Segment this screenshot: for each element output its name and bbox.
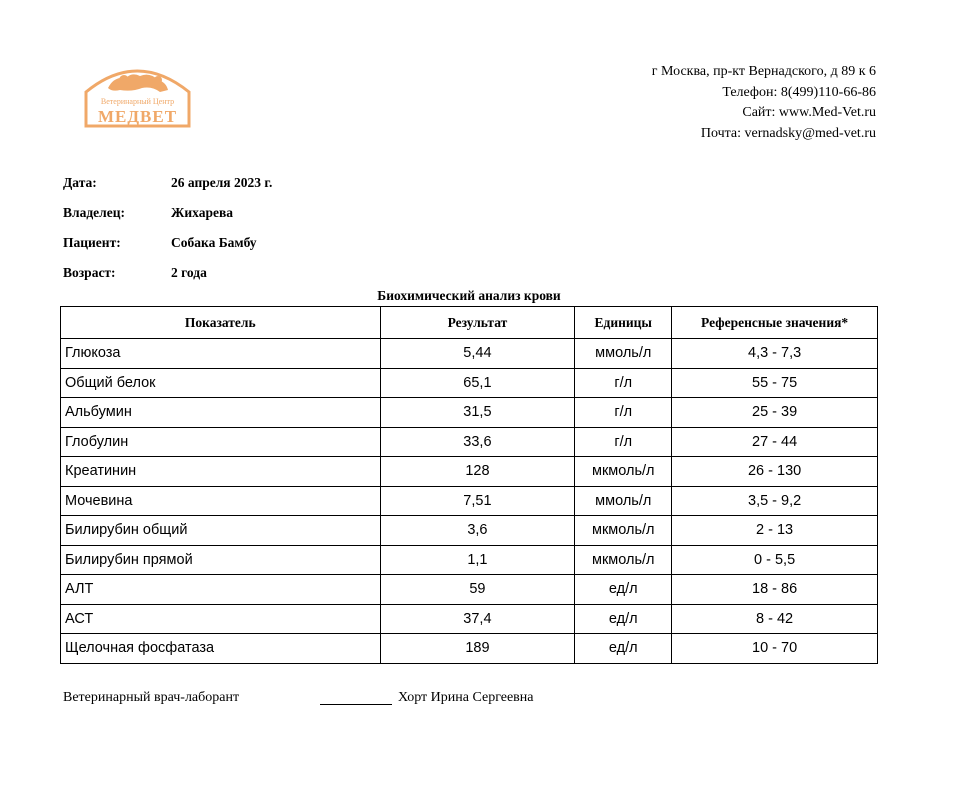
cell-result: 33,6: [380, 427, 575, 457]
patient-info: [63, 168, 272, 288]
cell-units: ммоль/л: [575, 486, 672, 516]
header-units: Единицы: [575, 307, 672, 339]
header-parameter: Показатель: [61, 307, 381, 339]
table-row: [61, 575, 878, 605]
cell-result: 128: [380, 457, 575, 487]
table-row: [61, 634, 878, 664]
patient-label: Пациент:: [63, 235, 121, 250]
cell-parameter: Креатинин: [61, 457, 381, 487]
signature-name: Хорт Ирина Сергеевна: [398, 690, 534, 705]
signature-block: [63, 690, 534, 706]
cell-units: ед/л: [575, 634, 672, 664]
cell-parameter: Билирубин общий: [61, 516, 381, 546]
cell-parameter: Щелочная фосфатаза: [61, 634, 381, 664]
clinic-email: Почта: vernadsky@med-vet.ru: [700, 125, 876, 141]
cell-result: 5,44: [380, 339, 575, 369]
cell-units: ммоль/л: [575, 339, 672, 369]
cell-result: 1,1: [380, 545, 575, 575]
signature-line: [320, 690, 392, 705]
owner-value: Жихарева: [171, 205, 233, 220]
age-label: Возраст:: [63, 265, 116, 280]
table-row: [61, 398, 878, 428]
cell-reference: 10 - 70: [672, 634, 878, 664]
cell-units: ед/л: [575, 575, 672, 605]
clinic-address: г Москва, пр-кт Вернадского, д 89 к 6: [651, 64, 876, 79]
cell-reference: 8 - 42: [672, 604, 878, 634]
cell-reference: 0 - 5,5: [672, 545, 878, 575]
cell-units: г/л: [575, 398, 672, 428]
header-reference: Референсные значения*: [672, 307, 878, 339]
cell-parameter: Общий белок: [61, 368, 381, 398]
clinic-site: Сайт: www.Med-Vet.ru: [742, 105, 876, 120]
cell-reference: 55 - 75: [672, 368, 878, 398]
results-table: [60, 306, 878, 664]
signature-role: Ветеринарный врач-лаборант: [63, 690, 240, 705]
cell-reference: 18 - 86: [672, 575, 878, 605]
table-row: [61, 545, 878, 575]
cell-result: 31,5: [380, 398, 575, 428]
logo-small-text: Ветеринарный Центр: [100, 97, 175, 106]
clinic-contacts: [652, 62, 876, 144]
cell-parameter: Альбумин: [61, 398, 381, 428]
logo-big-text: МЕДВЕТ: [97, 107, 178, 126]
date-label: Дата:: [63, 175, 97, 190]
owner-label: Владелец:: [63, 205, 125, 220]
cell-result: 65,1: [380, 368, 575, 398]
cell-result: 7,51: [380, 486, 575, 516]
table-title: Биохимический анализ крови: [377, 288, 561, 303]
clinic-logo-emblem: [80, 58, 195, 130]
patient-row: [63, 228, 272, 258]
table-row: [61, 486, 878, 516]
cell-parameter: Глюкоза: [61, 339, 381, 369]
cell-reference: 27 - 44: [672, 427, 878, 457]
table-row: [61, 604, 878, 634]
clinic-logo: [80, 58, 195, 130]
table-row: [61, 427, 878, 457]
date-value: 26 апреля 2023 г.: [171, 175, 273, 190]
table-row: [61, 368, 878, 398]
cell-parameter: Глобулин: [61, 427, 381, 457]
cell-reference: 4,3 - 7,3: [672, 339, 878, 369]
cell-result: 59: [380, 575, 575, 605]
cell-result: 3,6: [380, 516, 575, 546]
cell-units: мкмоль/л: [575, 545, 672, 575]
table-row: [61, 339, 878, 369]
age-row: [63, 258, 272, 288]
owner-row: [63, 198, 272, 228]
patient-value: Собака Бамбу: [171, 235, 257, 250]
cell-parameter: Билирубин прямой: [61, 545, 381, 575]
table-row: [61, 516, 878, 546]
table-row: [61, 457, 878, 487]
cell-units: мкмоль/л: [575, 457, 672, 487]
cell-parameter: Мочевина: [61, 486, 381, 516]
date-row: [63, 168, 272, 198]
cell-units: г/л: [575, 368, 672, 398]
cell-reference: 3,5 - 9,2: [672, 486, 878, 516]
cell-result: 37,4: [380, 604, 575, 634]
cell-parameter: АЛТ: [61, 575, 381, 605]
cell-parameter: АСТ: [61, 604, 381, 634]
cell-reference: 2 - 13: [672, 516, 878, 546]
cell-units: г/л: [575, 427, 672, 457]
age-value: 2 года: [171, 265, 207, 280]
cell-reference: 25 - 39: [672, 398, 878, 428]
clinic-phone: Телефон: 8(499)110-66-86: [722, 84, 876, 100]
cell-result: 189: [380, 634, 575, 664]
cell-units: ед/л: [575, 604, 672, 634]
cell-reference: 26 - 130: [672, 457, 878, 487]
table-header-row: [61, 307, 878, 339]
cell-units: мкмоль/л: [575, 516, 672, 546]
header-result: Результат: [380, 307, 575, 339]
